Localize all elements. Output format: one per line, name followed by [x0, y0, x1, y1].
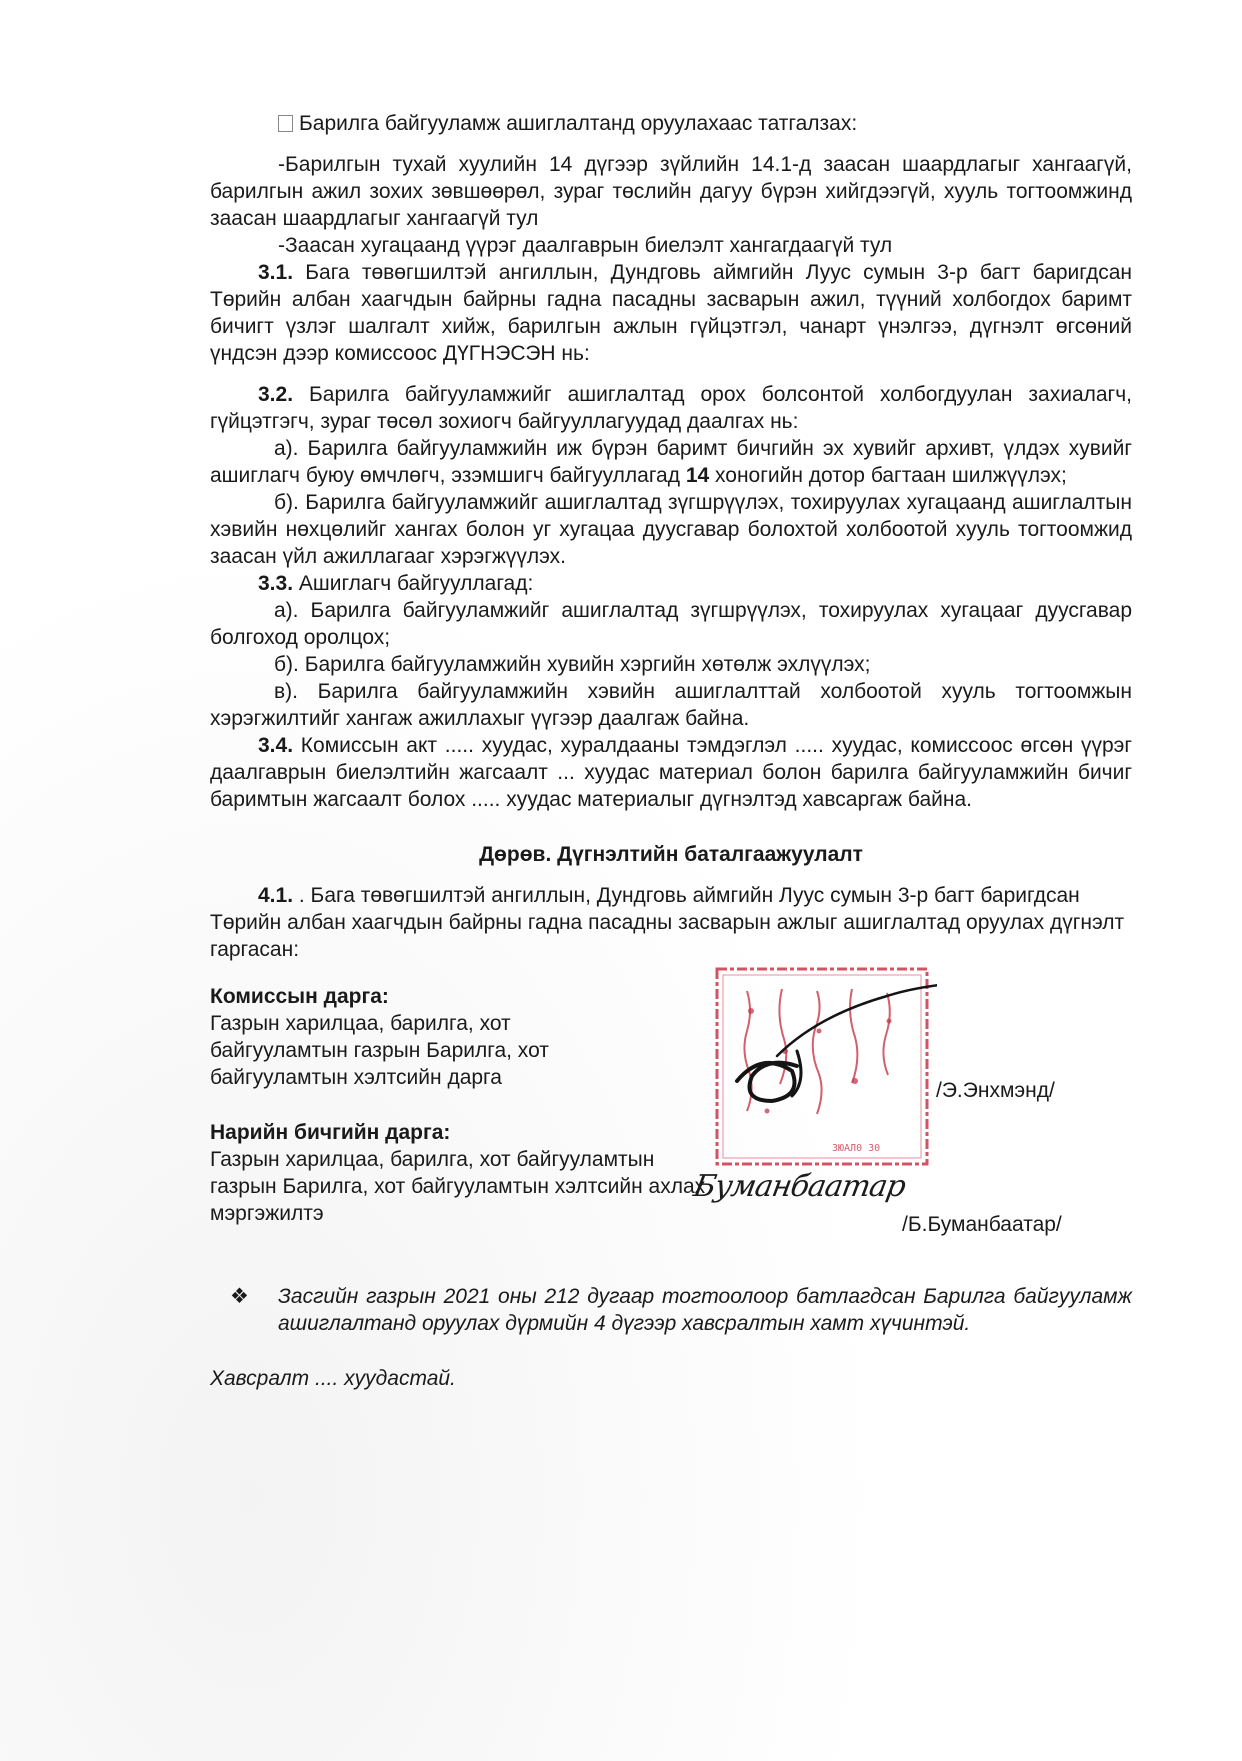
- official-stamp: [707, 961, 937, 1176]
- section-3-1: 3.1. Бага төвөгшилтэй ангиллын, Дундговь аймгийн Луус сумын 3-р багт баригдсан Төрийн албан хаагчдын байрны гадна пасадны засварын ажил, түүний холбогдох баримт бичигт үзлэг шалгалт хийж, барилгын ажлын гүйцэтгэл, чанарт үнэлгээ, дүгнэлт өгсөний үндсэн дээр комиссоос ДҮГНЭСЭН нь:: [210, 261, 1132, 365]
- section-3-3-c: в). Барилга байгууламжийн хэвийн ашиглалттай холбоотой хууль тогтоомжын хэрэгжилтийг хангаж ажиллахыг үүгээр даалгаж байна.: [210, 680, 1132, 730]
- validity-note: ❖ Засгийн газрын 2021 оны 212 дугаар тогтоолоор батлагдсан Барилга байгууламж ашиглалтанд оруулах дүрмийн 4 дүгээр хавсралтын хамт хүчинтэй.: [230, 1285, 1132, 1335]
- chair-title: Комиссын дарга:: [210, 985, 389, 1008]
- document-page: [210, 110, 1132, 1392]
- section-3-4: 3.4. Комиссын акт ..... хуудас, хуралдааны тэмдэглэл ..... хуудас, комиссоос өгсөн үүрэг даалгаврын биелэлтийн жагсаалт ... хуудас материал болон барилга байгууламжийн бичиг баримтын жагсаалт болох ..... хуудас материалыг дүгнэлтэд хавсаргаж байна.: [210, 734, 1132, 811]
- chair-position: Газрын харилцаа, барилга, хот байгууламтын газрын Барилга, хот байгууламтын хэлтсийн дарга: [210, 1012, 549, 1089]
- section-3-3: 3.3. Ашиглагч байгууллагад:: [258, 572, 534, 595]
- stamp-code: 3ЮАЛ0 30: [832, 1143, 881, 1154]
- handwritten-signature: Буманбаатар: [690, 1169, 908, 1204]
- secretary-position: Газрын харилцаа, барилга, хот байгууламтын газрын Барилга, хот байгууламтын хэлтсийн ахлах мэргэжилтэ: [210, 1148, 706, 1225]
- bullet-diamond-icon: ❖: [230, 1285, 249, 1308]
- chair-name: /Э.Энхмэнд/: [936, 1079, 1055, 1102]
- attachment-note: Хавсралт .... хуудастай.: [210, 1367, 456, 1390]
- section-3-2-a: а). Барилга байгууламжийн иж бүрэн баримт бичгийн эх хувийг архивт, үлдэх хувийг ашиглагч буюу өмчлөгч, эзэмшигч байгууллагад 14 хоногийн дотор багтаан шилжүүлэх;: [210, 437, 1132, 487]
- section-3-3-a: а). Барилга байгууламжийг ашиглалтад зүгшрүүлэх, тохируулах хугацааг дуусгавар болгоход оролцох;: [210, 599, 1132, 649]
- section-3-2-b: б). Барилга байгууламжийг ашиглалтад зүгшрүүлэх, тохируулах хугацаанд ашиглалтын хэвийн нөхцөлийг хангах болон уг хугацаа дуусгавар болохтой холбоотой хууль тогтоомжид заасан үйл ажиллагааг хэрэгжүүлэх.: [210, 491, 1132, 568]
- section-4-1: 4.1. . Бага төвөгшилтэй ангиллын, Дундговь аймгийн Луус сумын 3-р багт баригдсан Төрийн албан хаагчдын байрны гадна пасадны засварын ажлыг ашиглалтад оруулах дүгнэлт гаргасан:: [210, 884, 1125, 961]
- refuse-heading: Барилга байгууламж ашиглалтанд оруулахаас татгалзах:: [210, 110, 1132, 137]
- reason-1: -Барилгын тухай хуулийн 14 дүгээр зүйлийн 14.1-д заасан шаардлагыг хангаагүй, барилгын ажил зохих зөвшөөрөл, зураг төслийн дагуу бүрэн хийгдээгүй, хууль тогтоомжинд заасан шаардлагыг хангаагүй тул: [210, 153, 1132, 230]
- checkbox-glyph-icon: [278, 115, 293, 132]
- section-3-3-b: б). Барилга байгууламжийн хувийн хэргийн хөтөлж эхлүүлэх;: [274, 653, 871, 676]
- secretary-name: /Б.Буманбаатар/: [902, 1213, 1062, 1236]
- signature-positions: [210, 983, 730, 1227]
- signature-block: [210, 983, 1132, 1243]
- reason-2: -Заасан хугацаанд үүрэг даалгаврын биелэлт хангагдаагүй тул: [278, 234, 893, 257]
- secretary-title: Нарийн бичгийн дарга:: [210, 1121, 451, 1144]
- section-4-title: Дөрөв. Дүгнэлтийн баталгаажуулалт: [479, 843, 863, 866]
- section-3-2: 3.2. Барилга байгууламжийг ашиглалтад орох болсонтой холбогдуулан захиалагч, гүйцэтгэгч, зураг төсөл зохиогч байгууллагуудад даалгах нь:: [210, 383, 1132, 433]
